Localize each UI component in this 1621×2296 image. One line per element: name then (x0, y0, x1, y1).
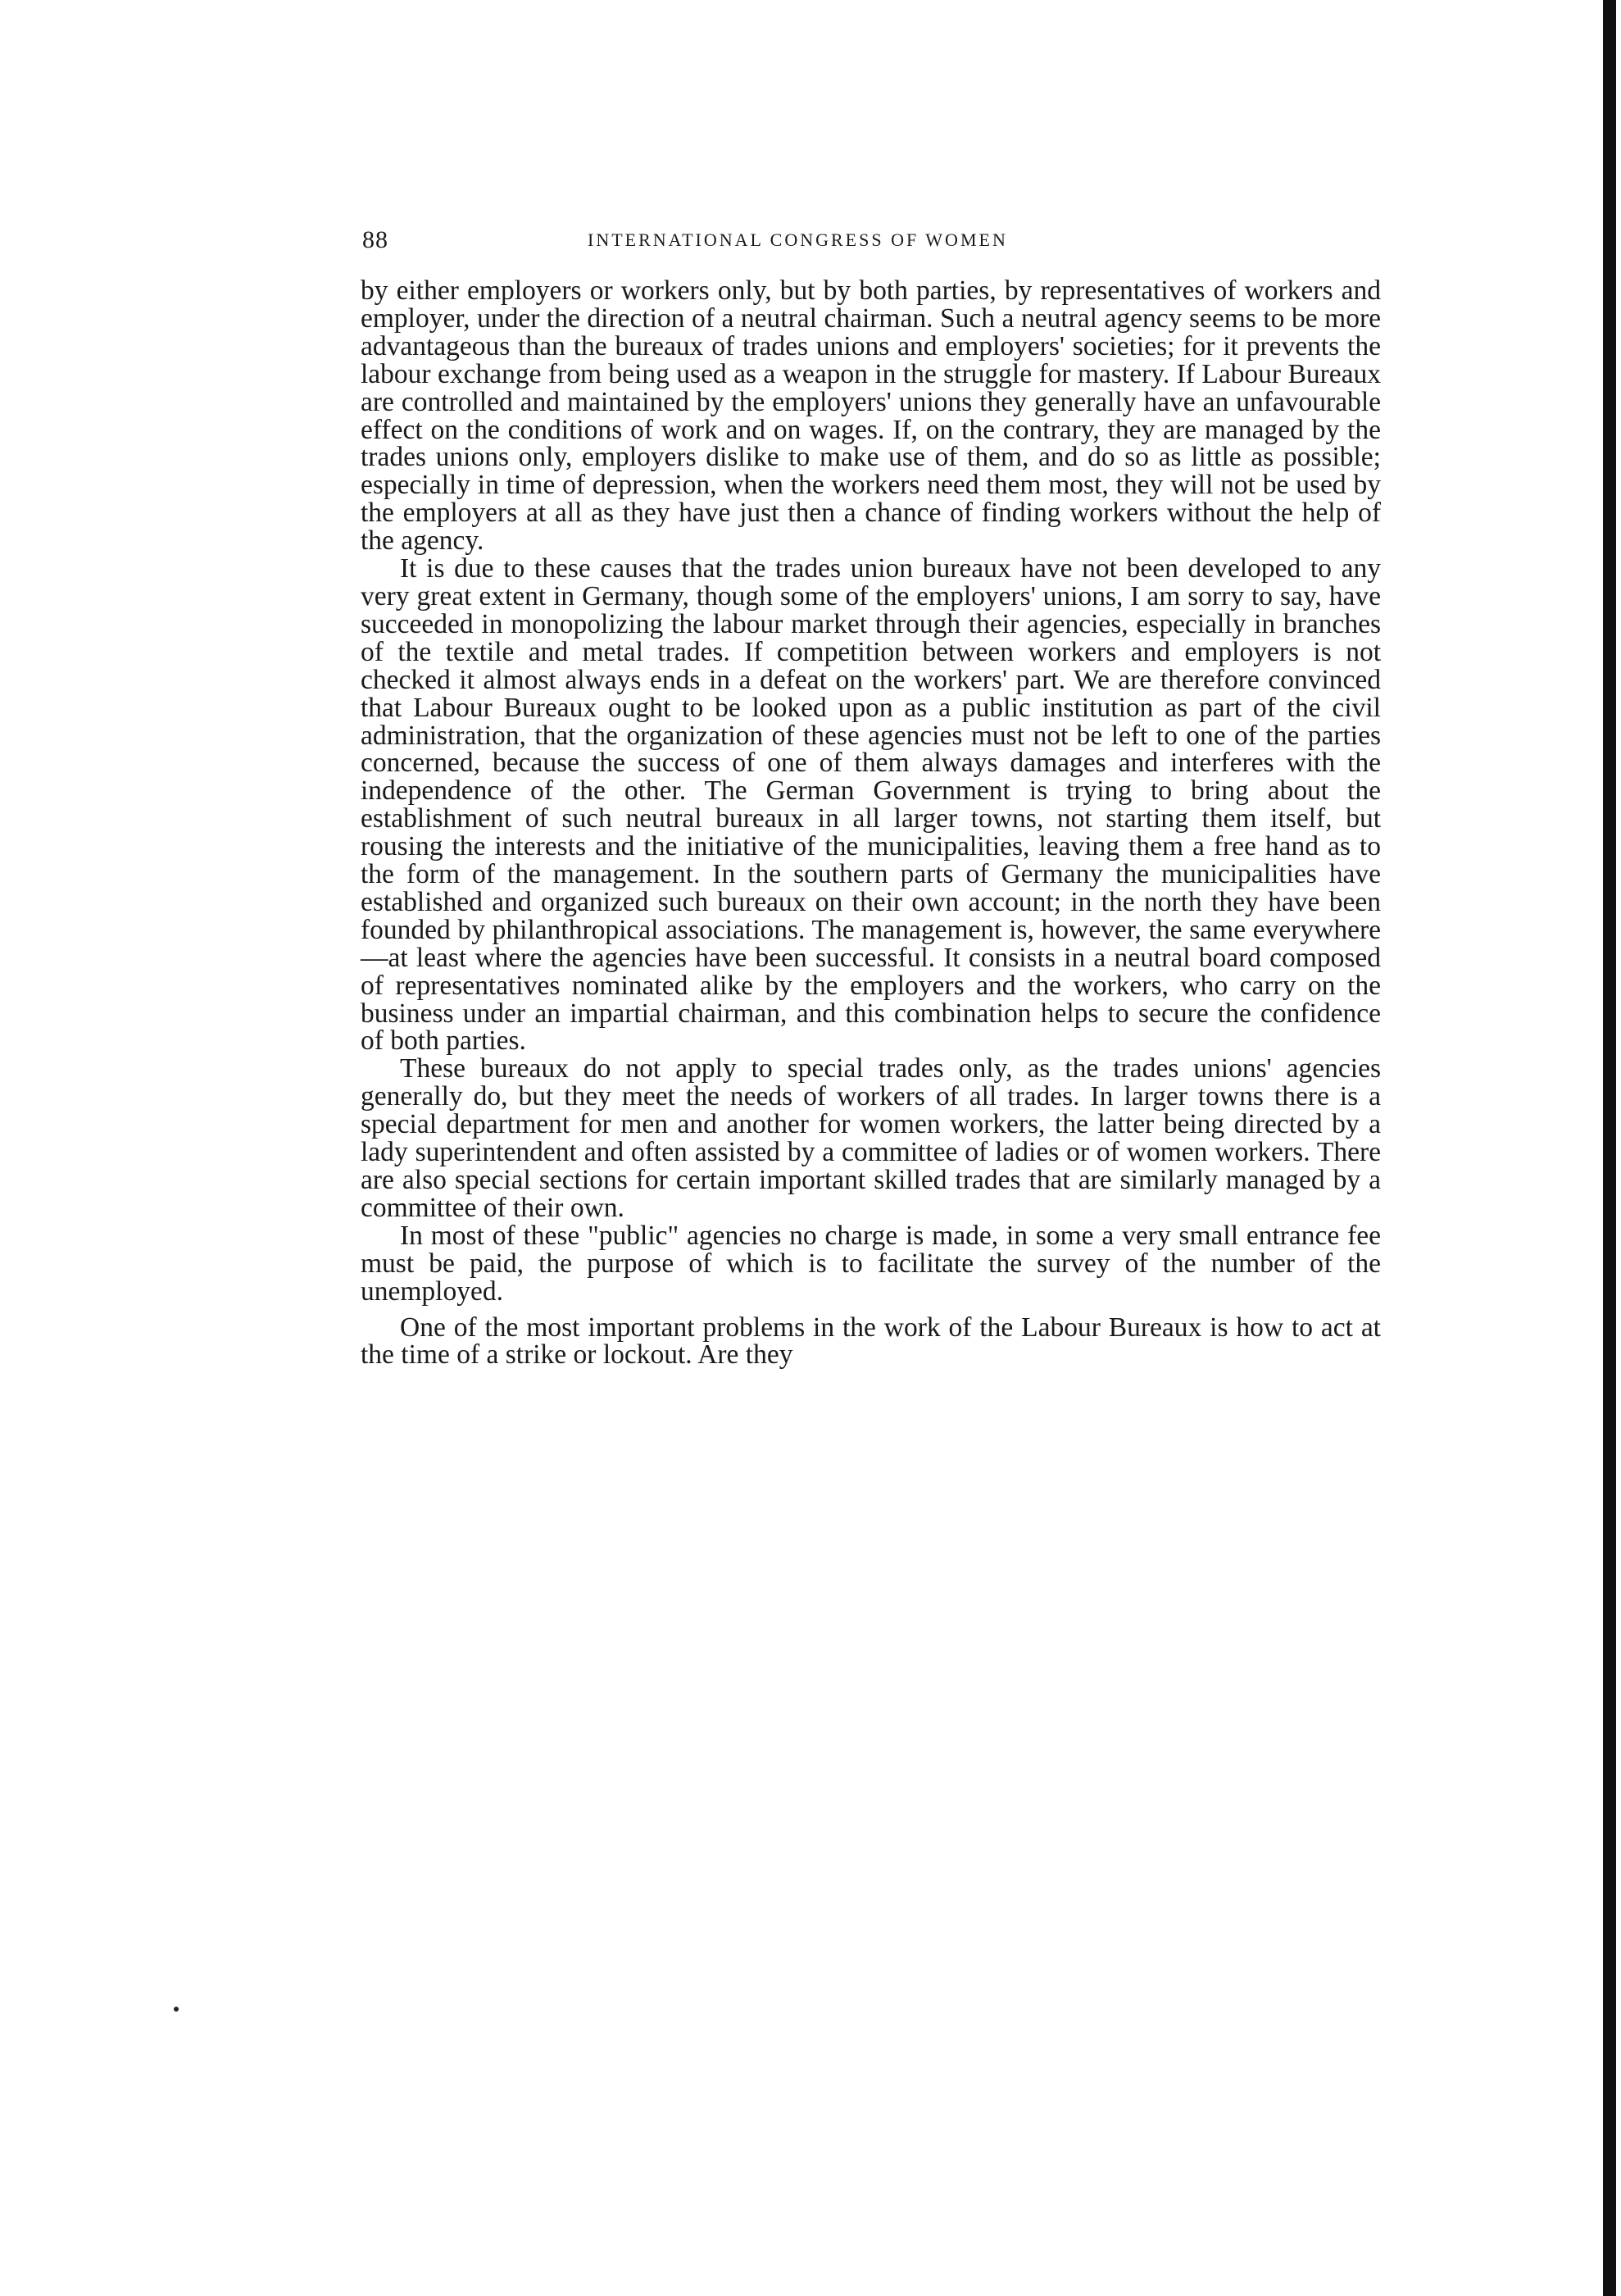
paragraph: by either employers or workers only, but by both parties, by representatives of workers and employer, under the direction of a neutral chairman. Such a neutral agency seems to be more advantageous than the bureaux of trades unions and employers' societies; for it prevents the labour exchange from being used as a weapon in the struggle for mastery. If Labour Bureaux are controlled and maintained by the employers' unions they generally have an unfavourable effect on the conditions of work and on wages. If, on the contrary, they are managed by the trades unions only, employers dislike to make use of them, and do so as little as possible; especially in time of depression, when the workers need them most, they will not be used by the employers at all as they have just then a chance of finding workers without the help of the agency. (361, 275, 1381, 557)
paragraph: One of the most important problems in the work of the Labour Bureaux is how to act at the time of a strike or lockout. Are they (361, 1312, 1381, 1371)
body-text (361, 277, 1381, 1369)
paragraph: These bureaux do not apply to special trades only, as the trades unions' agencies generally do, but they meet the needs of workers of all trades. In larger towns there is a special department for men and another for women workers, the latter being directed by a lady superintendent and often assisted by a committee of ladies or of women workers. There are also special sections for certain important skilled trades that are similarly managed by a committee of their own. (361, 1053, 1381, 1223)
scan-edge-bar (1603, 0, 1616, 2296)
page-header (362, 226, 1378, 259)
paragraph: It is due to these causes that the trades union bureaux have not been developed to any very great extent in Germany, though some of the employers' unions, I am sorry to say, have succeeded in monopolizing the labour market through their agencies, especially in branches of the textile and metal trades. If competition between workers and employers is not checked it almost always ends in a defeat on the workers' part. We are therefore convinced that Labour Bureaux ought to be looked upon as a public institution as part of the civil administration, that the organization of these agencies must not be left to one of the parties concerned, because the success of one of them always damages and interferes with the independence of the other. The German Government is trying to bring about the establishment of such neutral bureaux in all larger towns, not starting them itself, but rousing the interests and the initiative of the municipalities, leaving them a free hand as to the form of the management. In the southern parts of Germany the municipalities have established and organized such bureaux on their own account; in the north they have been founded by philanthropical associations. The management is, however, the same everywhere—at least where the agencies have been successful. It consists in a neutral board composed of representatives nominated alike by the employers and the workers, who carry on the business under an impartial chairman, and this combination helps to secure the confidence of both parties. (361, 553, 1381, 1057)
page-number: 88 (362, 226, 388, 253)
running-title: INTERNATIONAL CONGRESS OF WOMEN (588, 230, 1008, 250)
margin-mark (174, 2007, 179, 2012)
paragraph: In most of these "public" agencies no charge is made, in some a very small entrance fee must be paid, the purpose of which is to facilitate the survey of the number of the unemployed. (361, 1220, 1381, 1307)
